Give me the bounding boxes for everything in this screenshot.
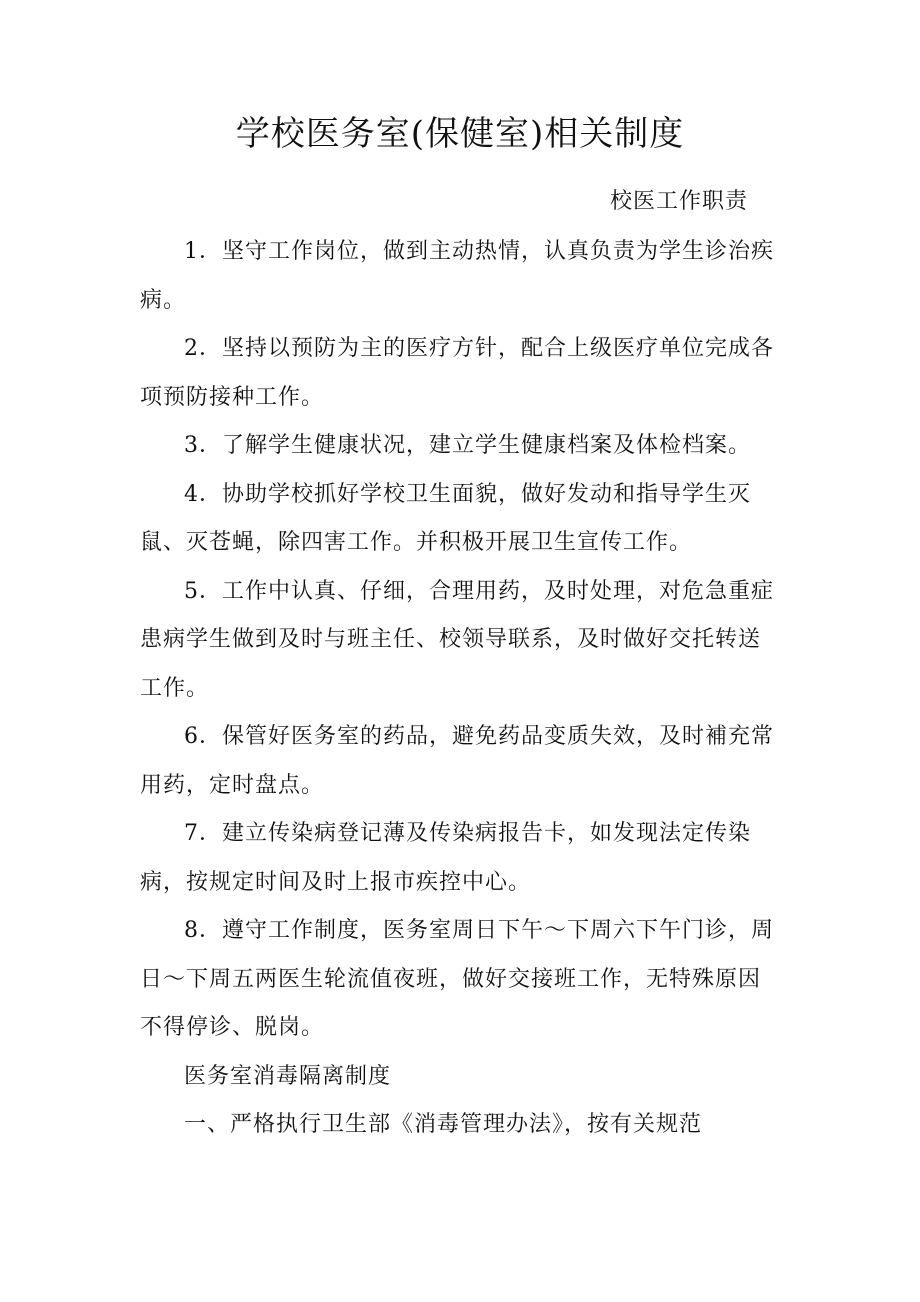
duty-item-8: 8．遵守工作制度，医务室周日下午～下周六下午门诊，周日～下周五两医生轮流值夜班，做好交接班工作，无特殊原因不得停诊、脱岗。 bbox=[140, 918, 774, 1040]
duty-item-4: 4．协助学校抓好学校卫生面貌，做好发动和指导学生灭鼠、灭苍蝇，除四害工作。并积极开展卫生宣传工作。 bbox=[140, 481, 751, 555]
section-title-school-doctor-duties: 校医工作职责 bbox=[610, 189, 749, 214]
disinfection-item-1: 一、严格执行卫生部《消毒管理办法》，按有关规范 bbox=[184, 1112, 703, 1137]
document-body bbox=[140, 228, 782, 1150]
duty-item-2: 2．坚持以预防为主的医疗方针，配合上级医疗单位完成各项预防接种工作。 bbox=[140, 336, 774, 410]
duty-item-7: 7．建立传染病登记薄及传染病报告卡，如发现法定传染病，按规定时间及时上报市疾控中心。 bbox=[140, 821, 751, 895]
section-title-disinfection: 医务室消毒隔离制度 bbox=[184, 1063, 392, 1089]
duty-item-6: 6．保管好医务室的药品，避免药品变质失效，及时補充常用药，定时盘点。 bbox=[140, 724, 774, 798]
document-title: 学校医务室(保健室)相关制度 bbox=[235, 114, 685, 154]
duty-item-1: 1．坚守工作岗位，做到主动热情，认真负责为学生诊治疾病。 bbox=[140, 239, 774, 313]
duty-item-5: 5．工作中认真、仔细，合理用药，及时处理，对危急重症患病学生做到及时与班主任、校领导联系，及时做好交托转送工作。 bbox=[140, 578, 774, 701]
duty-item-3: 3．了解学生健康状况，建立学生健康档案及体检档案。 bbox=[184, 433, 751, 458]
